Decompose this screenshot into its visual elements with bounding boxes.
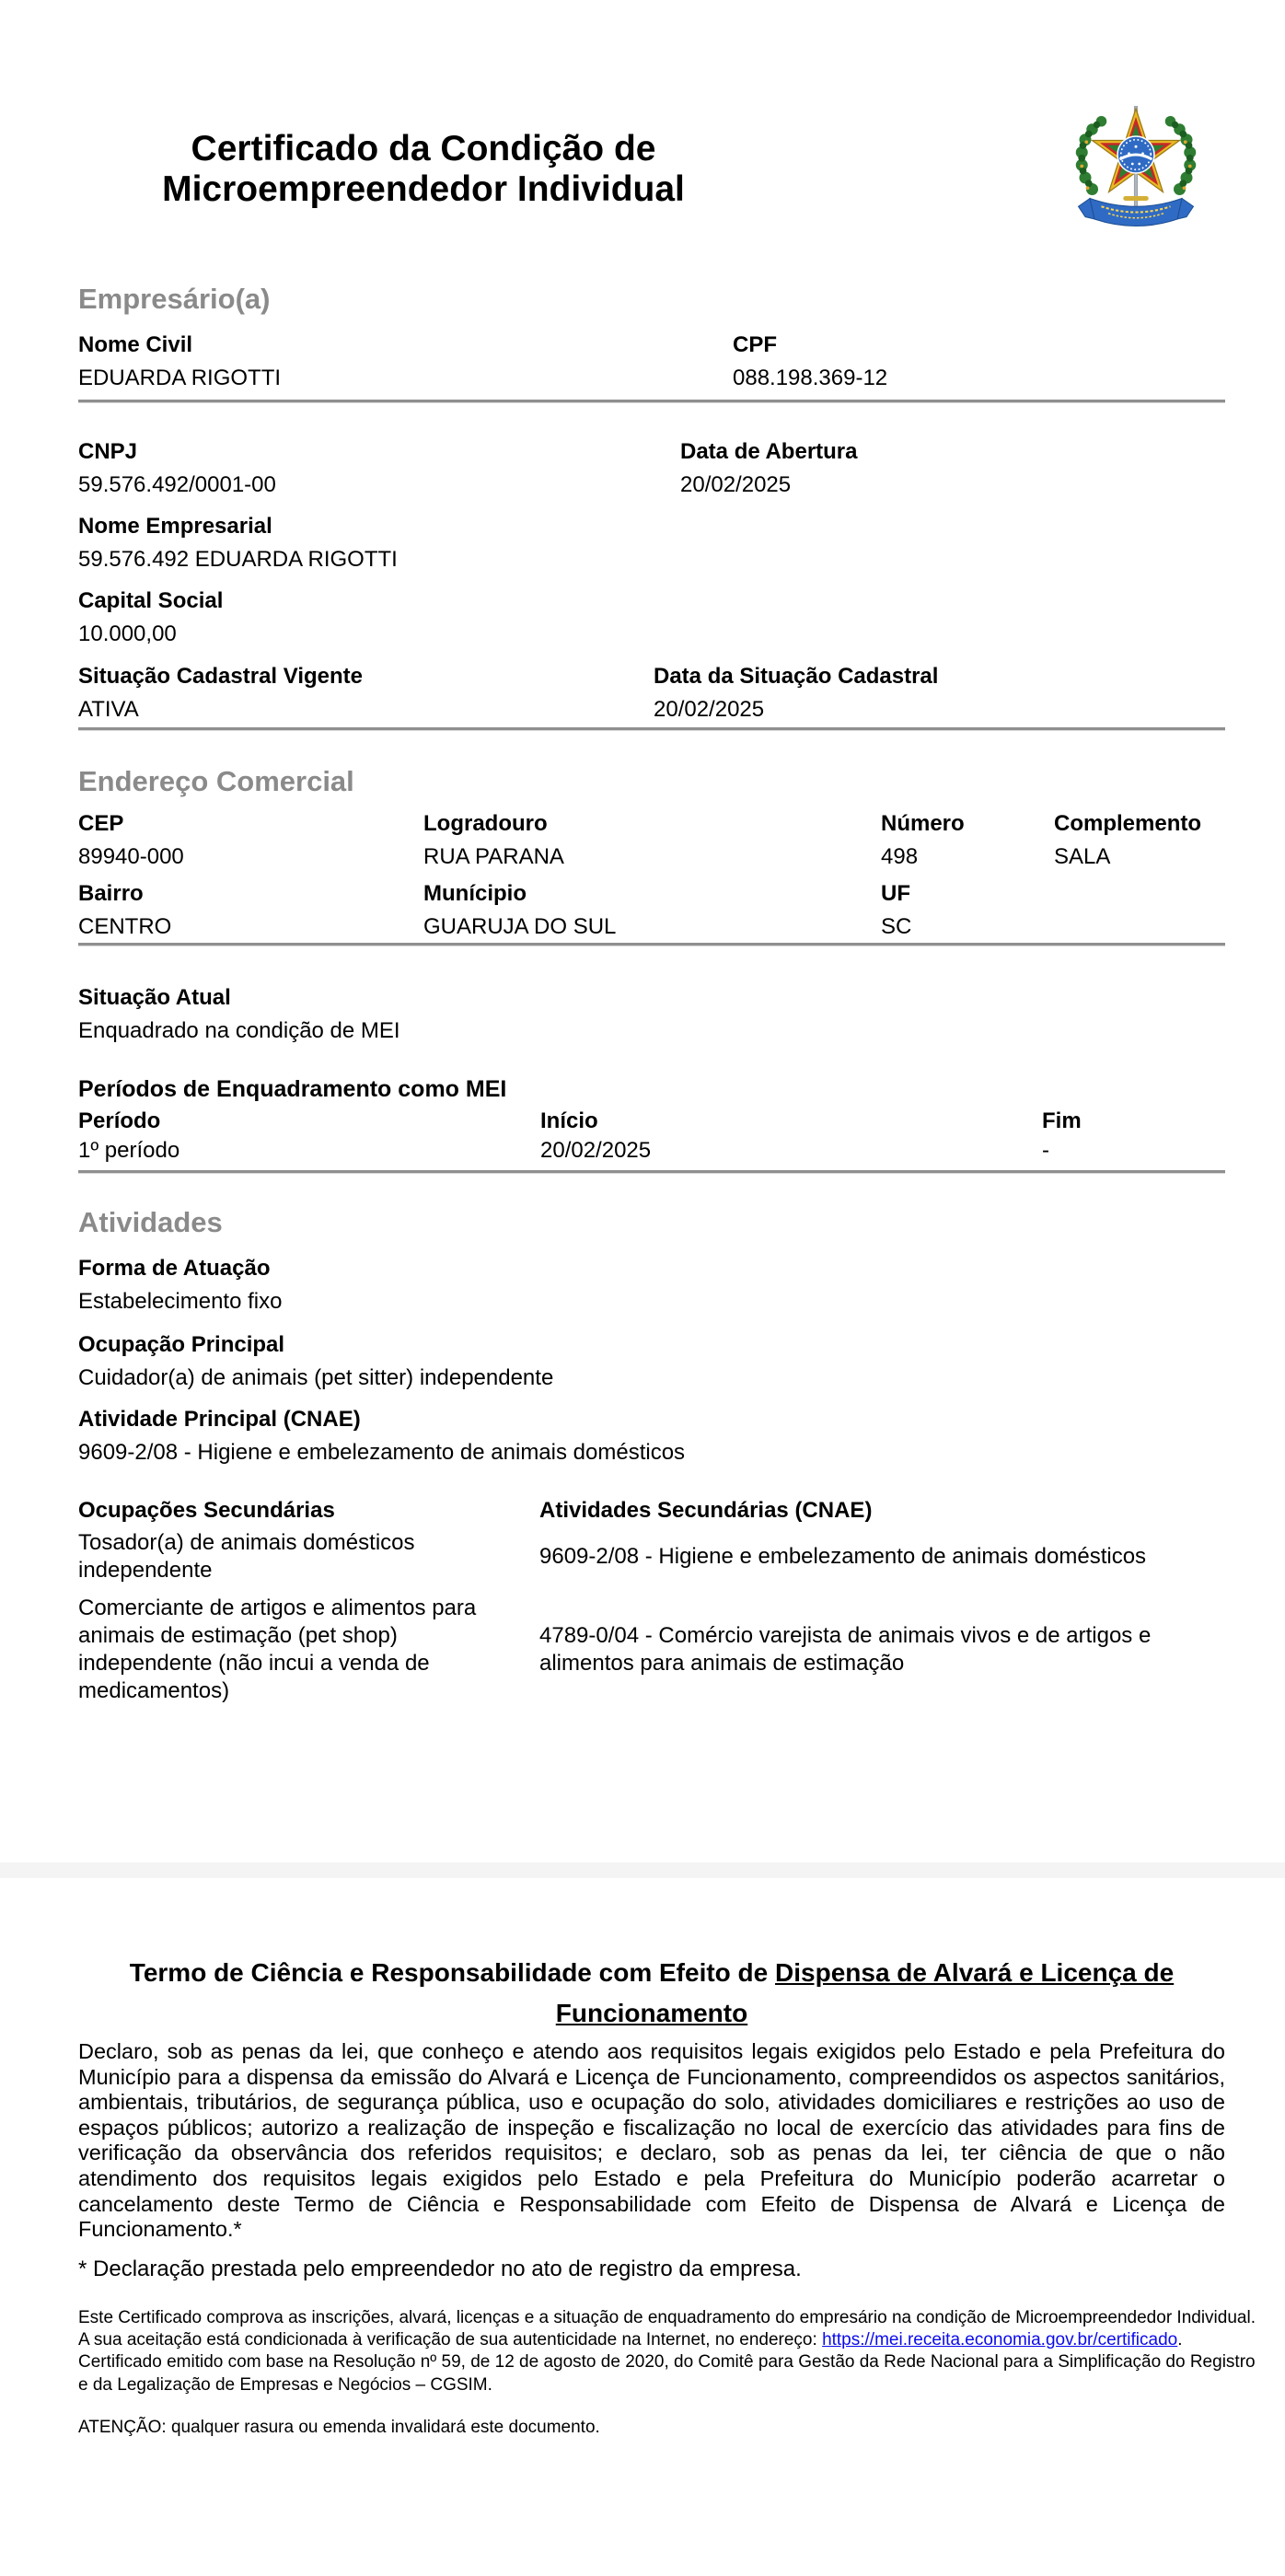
certificate-fine-print [78,2307,1256,2396]
fine-print-line: Este Certificado comprova as inscrições, alvará, licenças e a situação de enquadramento do empresário na condição de Microempreendedor Individual. [78,2307,1256,2327]
field-nome-civil [78,331,733,391]
field-value: ATIVA [78,697,139,722]
field-value: 20/02/2025 [680,472,792,497]
field-label: Logradouro [423,811,548,836]
fine-print-text: . [1177,2330,1183,2350]
cell-ocupacao-secundaria: Comerciante de artigos e alimentos para animais de estimação (pet shop) independente (não incui a venda de medicamentos) [78,1595,477,1703]
field-value: Estabelecimento fixo [78,1289,283,1314]
field-label: Situação Cadastral Vigente [78,664,363,689]
empresario-row-1 [78,331,1225,391]
field-value: Cuidador(a) de animais (pet sitter) independente [78,1365,554,1390]
field-value: CENTRO [78,914,172,939]
section-heading-atividades: Atividades [78,1206,223,1238]
field-label: Capital Social [78,588,224,613]
field-nome-empresarial [78,513,1225,573]
field-value: Enquadrado na condição de MEI [78,1018,400,1043]
field-municipio [423,880,881,940]
field-value: 20/02/2025 [654,697,765,722]
field-label: Situação Atual [78,985,231,1010]
verification-url-link[interactable]: https://mei.receita.economia.gov.br/certificado [822,2330,1178,2350]
cnpj-row [78,438,1225,498]
termo-footnote: * Declaração prestada pelo empreendedor no ato de registro da empresa. [78,2256,802,2281]
page-separator-band [0,1862,1285,1878]
column-header-atividades-secundarias: Atividades Secundárias (CNAE) [539,1498,873,1523]
field-value: 59.576.492/0001-00 [78,472,276,497]
periodos-heading: Períodos de Enquadramento como MEI [78,1076,507,1102]
field-situacao-atual [78,984,1225,1044]
field-label: Nome Civil [78,332,193,357]
termo-paragraph: Declaro, sob as penas da lei, que conheço e atendo aos requisitos legais exigidos pelo Estado e pela Prefeitura do Município para a dispensa da emissão do Alvará e Licença de Funcionamento, compreendidos os aspectos sanitários, ambientais, tributários, de segurança pública, uso e ocupação do solo, atividades domiciliares e restrições ao uso de espaços públicos; autorizo a realização de inspeção e fiscalização no local de exercício das atividades para fins de verificação da observância dos referidos requisitos; e declaro, sob as penas da lei, ter ciência de que o não atendimento dos requisitos legais exigidos pelo Estado e pela Prefeitura do Município poderão acarretar o cancelamento deste Termo de Ciência e Responsabilidade com Efeito de Dispensa de Alvará e Licença de Funcionamento.* [78,2039,1225,2242]
field-label: UF [881,881,910,906]
field-data-situacao [654,663,938,723]
cell-inicio: 20/02/2025 [540,1138,652,1163]
cell-cnae-secundaria: 4789-0/04 - Comércio varejista de animais vivos e de artigos e alimentos para animais de estimação [539,1623,1152,1676]
field-label: Munícipio [423,881,527,906]
field-value: 498 [881,844,919,869]
termo-section [78,1953,1256,2439]
cell-periodo: 1º período [78,1138,180,1163]
cell-fim: - [1042,1138,1049,1163]
cell-cnae-secundaria: 9609-2/08 - Higiene e embelezamento de animais domésticos [539,1544,1147,1569]
header [78,87,1225,244]
field-label: Bairro [78,881,144,906]
field-uf [881,880,911,940]
field-logradouro [423,810,881,870]
field-complemento [1054,810,1201,870]
field-value: RUA PARANA [423,844,564,869]
fine-print-line [78,2329,1256,2351]
column-header-ocupacoes-secundarias: Ocupações Secundárias [78,1498,335,1523]
fine-print-line: Certificado emitido com base na Resolução nº 59, de 12 de agosto de 2020, do Comitê para Gestão da Rede Nacional para a Simplificação do Registro e da Legalização de Empresas e Negócios – CGSIM. [78,2352,1256,2395]
ccmei-certificate-document [0,87,1285,2576]
field-value: 89940-000 [78,844,184,869]
termo-heading [78,1953,1225,2034]
field-cep [78,810,423,870]
section-divider [78,400,1225,403]
attention-note: ATENÇÃO: qualquer rasura ou emenda invalidará este documento. [78,2417,600,2437]
termo-heading-underlined: Dispensa de Alvará e Licença de Funcionamento [555,1958,1175,2027]
field-capital-social [78,587,1225,647]
situacao-cadastral-row [78,663,1225,723]
field-label: CNPJ [78,439,138,464]
field-ocupacao-principal [78,1331,1225,1391]
field-label: Forma de Atuação [78,1256,271,1281]
field-situacao-cadastral [78,663,654,723]
field-label: CPF [733,332,777,357]
secundarias-row [78,1595,1225,1705]
page-title: Certificado da Condição de Microempreendedor Individual [162,129,685,209]
endereco-row-2 [78,880,1225,940]
field-value: SC [881,914,912,939]
termo-heading-prefix: Termo de Ciência e Responsabilidade com Efeito de [129,1958,776,1987]
field-numero [881,810,1054,870]
periodos-table-header [78,1108,1225,1134]
secundarias-header-row [78,1497,1225,1524]
field-cnpj [78,438,680,498]
field-bairro [78,880,423,940]
field-label: Nome Empresarial [78,514,272,539]
field-value: EDUARDA RIGOTTI [78,366,282,390]
field-data-abertura [680,438,858,498]
section-heading-empresario: Empresário(a) [78,283,271,315]
field-cpf [733,331,887,391]
cell-ocupacao-secundaria: Tosador(a) de animais domésticos independente [78,1530,415,1583]
field-label: Data da Situação Cadastral [654,664,939,689]
field-value: 9609-2/08 - Higiene e embelezamento de animais domésticos [78,1440,686,1465]
field-label: Número [881,811,965,836]
column-header-inicio: Início [540,1108,598,1133]
field-value: 088.198.369-12 [733,366,888,390]
field-label: Atividade Principal (CNAE) [78,1407,361,1432]
section-heading-endereco: Endereço Comercial [78,765,354,797]
periodos-table-row [78,1137,1225,1164]
fine-print-text: A sua aceitação está condicionada à verificação de sua autenticidade na Internet, no endereço: [78,2330,823,2350]
column-header-fim: Fim [1042,1108,1082,1133]
field-label: Ocupação Principal [78,1332,285,1357]
section-divider [78,1170,1225,1174]
field-value: 59.576.492 EDUARDA RIGOTTI [78,547,398,572]
endereco-row-1 [78,810,1225,870]
field-label: CEP [78,811,124,836]
field-value: 10.000,00 [78,621,177,646]
field-forma-atuacao [78,1255,1225,1315]
certificate-content [78,87,1225,1705]
field-value: SALA [1054,844,1111,869]
secundarias-row [78,1529,1225,1584]
section-divider [78,727,1225,731]
brazil-coat-of-arms-icon [1067,99,1205,228]
field-atividade-principal [78,1406,1225,1466]
column-header-periodo: Período [78,1108,161,1133]
field-label: Complemento [1054,811,1202,836]
field-value: GUARUJA DO SUL [423,914,617,939]
field-label: Data de Abertura [680,439,858,464]
section-divider [78,943,1225,946]
